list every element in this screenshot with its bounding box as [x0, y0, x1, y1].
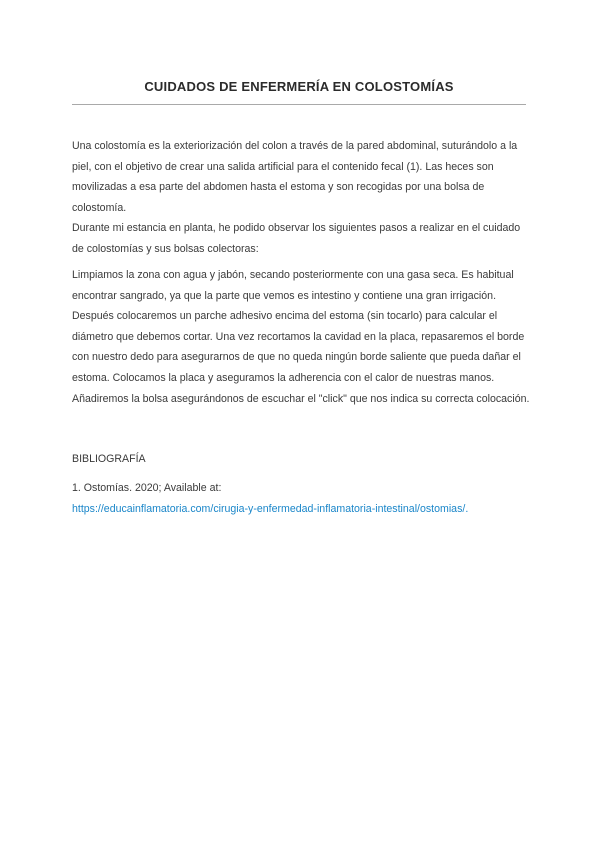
- bibliography-heading: BIBLIOGRAFÍA: [72, 453, 146, 465]
- paragraph-observation: Durante mi estancia en planta, he podido observar los siguientes pasos a realizar en el cuidado de colostomías y sus bolsas colectoras:: [72, 222, 521, 255]
- paragraph-procedure: Limpiamos la zona con agua y jabón, secando posteriormente con una gasa seca. Es habitual encontrar sangrado, ya que la parte que vemos es intestino y contiene una gran irrigación. Después colocaremos un parche adhesivo encima del estoma (sin tocarlo) para calcular el diámetro que debemos cortar. Una vez recortamos la cavidad en la placa, repasaremos el borde con nuestro dedo para asegurarnos de que no queda ningún borde saliente que pueda dañar el estoma. Colocamos la placa y aseguramos la adherencia con el calor de nuestras manos. Añadiremos la bolsa asegurándonos de escuchar el "click" que nos indica su correcta colocación.: [72, 269, 530, 405]
- reference-item: [72, 478, 532, 519]
- reference-link[interactable]: https://educainflamatoria.com/cirugia-y-enfermedad-inflamatoria-intestinal/ostomias/.: [72, 502, 469, 515]
- paragraph-definition: Una colostomía es la exteriorización del colon a través de la pared abdominal, suturándolo a la piel, con el objetivo de crear una salida artificial para el contenido fecal (1). Las heces son movilizadas a esa parte del abdomen hasta el estoma y son recogidas por una bolsa de colostomía.: [72, 140, 518, 214]
- document-title: CUIDADOS DE ENFERMERÍA EN COLOSTOMÍAS: [144, 79, 454, 94]
- title-divider: [72, 104, 526, 105]
- reference-text: 1. Ostomías. 2020; Available at:: [72, 482, 222, 494]
